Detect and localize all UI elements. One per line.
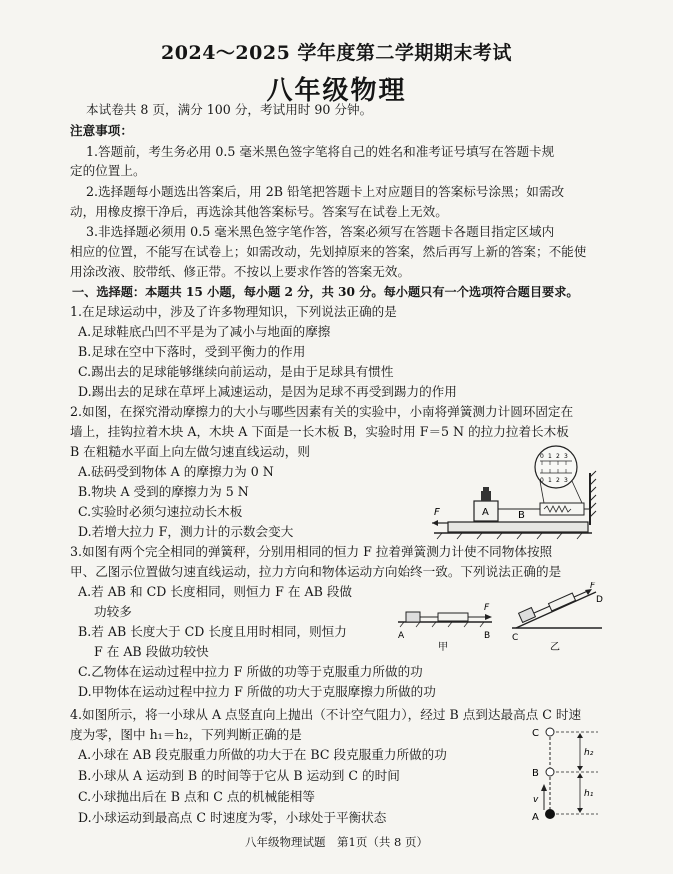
label-jia: 甲: [438, 642, 448, 653]
q2-option-a: A.砝码受到物体 A 的摩擦力为 0 N: [78, 464, 274, 479]
q1-stem: 1.在足球运动中，涉及了许多物理知识，下列说法正确的是: [70, 304, 397, 319]
scale-jia: [438, 613, 468, 621]
label-f1: F: [484, 603, 490, 613]
label-b: B: [532, 768, 539, 779]
notice-1a: 1.答题前，考生务必用 0.5 毫米黑色签字笔将自己的姓名和准考证号填写在答题卡规: [86, 144, 555, 159]
gauge-num: 3: [564, 453, 568, 460]
label-h1: h₁: [584, 789, 594, 799]
label-b: B: [518, 510, 525, 521]
label-f2: F: [590, 582, 596, 591]
label-a: A: [482, 507, 489, 518]
gauge-num: 2: [556, 477, 560, 484]
q3-option-d: D.甲物体在运动过程中拉力 F 所做的功大于克服摩擦力所做的功: [78, 684, 436, 699]
ball: [545, 809, 555, 819]
q3-option-b1: B.若 AB 长度大于 CD 长度且用时相同，则恒力: [78, 624, 347, 639]
label-b: B: [484, 631, 491, 641]
q1-option-a: A.足球鞋底凸凹不平是为了减小与地面的摩擦: [78, 324, 331, 339]
gauge-num: 3: [564, 477, 568, 484]
notice-2a: 2.选择题每小题选出答案后，用 2B 铅笔把答题卡上对应题目的答案标号涂黑；如需改: [86, 184, 565, 199]
label-yi: 乙: [550, 642, 560, 653]
q2-friction-diagram: [432, 445, 608, 545]
gauge-num: 2: [556, 453, 560, 460]
label-a: A: [398, 631, 405, 641]
label-v: v: [533, 795, 539, 805]
q3-option-b2: F 在 AB 段做功较快: [94, 644, 209, 659]
notice-3c: 用涂改液、胶带纸、修正带。不按以上要求作答的答案无效。: [70, 264, 411, 279]
scale-yi: [548, 593, 575, 611]
label-c: C: [512, 633, 519, 643]
gauge-num: 0: [540, 477, 544, 484]
exam-info: 本试卷共 8 页，满分 100 分，考试用时 90 分钟。: [86, 102, 373, 117]
label-h2: h₂: [584, 748, 594, 758]
gauge-num: 0: [540, 453, 544, 460]
q2-option-d: D.若增大拉力 F，测力计的示数会变大: [78, 524, 294, 539]
q3-spring-diagram: [392, 582, 608, 654]
q1-option-c: C.踢出去的足球能够继续向前运动，是由于足球具有惯性: [78, 364, 394, 379]
notice-3b: 相应的位置，不能写在试卷上；如需改动，先划掉原来的答案，然后再写上新的答案；不能使: [70, 244, 587, 259]
label-a: A: [532, 812, 539, 822]
block-jia: [406, 612, 420, 622]
exam-title: 2024～2025 学年度第二学期期末考试: [161, 42, 512, 64]
q3-stem-1: 3.如图有两个完全相同的弹簧秤，分别用相同的恒力 F 拉着弹簧测力计使不同物体按照: [70, 544, 553, 559]
q3-option-a1: A.若 AB 和 CD 长度相同，则恒力 F 在 AB 段做: [78, 584, 353, 599]
q2-option-b: B.物块 A 受到的摩擦力为 5 N: [78, 484, 249, 499]
section-heading: 一、选择题：本题共 15 小题，每小题 2 分，共 30 分。每小题只有一个选项符合题目要求。: [72, 285, 579, 299]
q2-stem-1: 2.如图，在探究滑动摩擦力的大小与哪些因素有关的实验中，小南将弹簧测力计圆环固定在: [70, 404, 574, 419]
q4-option-c: C.小球抛出后在 B 点和 C 点的机械能相等: [78, 789, 315, 804]
label-f: F: [434, 507, 440, 518]
q1-option-d: D.踢出去的足球在草坪上减速运动，是因为足球不再受到踢力的作用: [78, 384, 457, 399]
page-footer: 八年级物理试题 第1页（共 8 页）: [245, 835, 428, 849]
q3-option-a2: 功较多: [94, 604, 132, 619]
q4-stem-1: 4.如图所示，将一小球从 A 点竖直向上抛出（不计空气阻力），经过 B 点到达最高点 C 时速: [70, 707, 582, 722]
board-b: [448, 522, 588, 532]
q1-option-b: B.足球在空中下落时，受到平衡力的作用: [78, 344, 306, 359]
notice-1b: 定的位置上。: [70, 163, 146, 178]
label-c: C: [532, 728, 539, 739]
q2-stem-2: 墙上，挂钩拉着木块 A，木块 A 下面是一长木板 B，实验时用 F＝5 N 的拉力拉着长木板: [70, 424, 569, 439]
q3-option-c: C.乙物体在运动过程中拉力 F 所做的功等于克服重力所做的功: [78, 664, 423, 679]
gauge-num: 1: [548, 453, 552, 460]
subject-title: 八年级物理: [266, 76, 407, 106]
q4-option-a: A.小球在 AB 段克服重力所做的功大于在 BC 段克服重力所做的功: [78, 747, 447, 762]
notice-2b: 动，用橡皮擦干净后，再选涂其他答案标号。答案写在试卷上无效。: [70, 204, 448, 219]
q2-stem-3: B 在粗糙水平面上向左做匀速直线运动，则: [70, 444, 310, 459]
q4-stem-2: 度为零，图中 h₁＝h₂，下列判断正确的是: [70, 727, 302, 742]
q4-option-d: D.小球运动到最高点 C 时速度为零，小球处于平衡状态: [78, 810, 387, 825]
q3-stem-2: 甲、乙图示位置做匀速直线运动，拉力方向和物体运动方向始终一致。下列说法正确的是: [70, 564, 562, 579]
notice-3a: 3.非选择题必须用 0.5 毫米黑色签字笔作答，答案必须写在答题卡各题目指定区域内: [86, 224, 555, 239]
gauge-num: 1: [548, 477, 552, 484]
label-d: D: [596, 595, 603, 605]
q2-option-c: C.实验时必须匀速拉动长木板: [78, 504, 243, 519]
q4-option-b: B.小球从 A 运动到 B 的时间等于它从 B 运动到 C 的时间: [78, 768, 400, 783]
q4-throw-diagram: [528, 722, 608, 822]
notice-title: 注意事项：: [70, 123, 133, 138]
